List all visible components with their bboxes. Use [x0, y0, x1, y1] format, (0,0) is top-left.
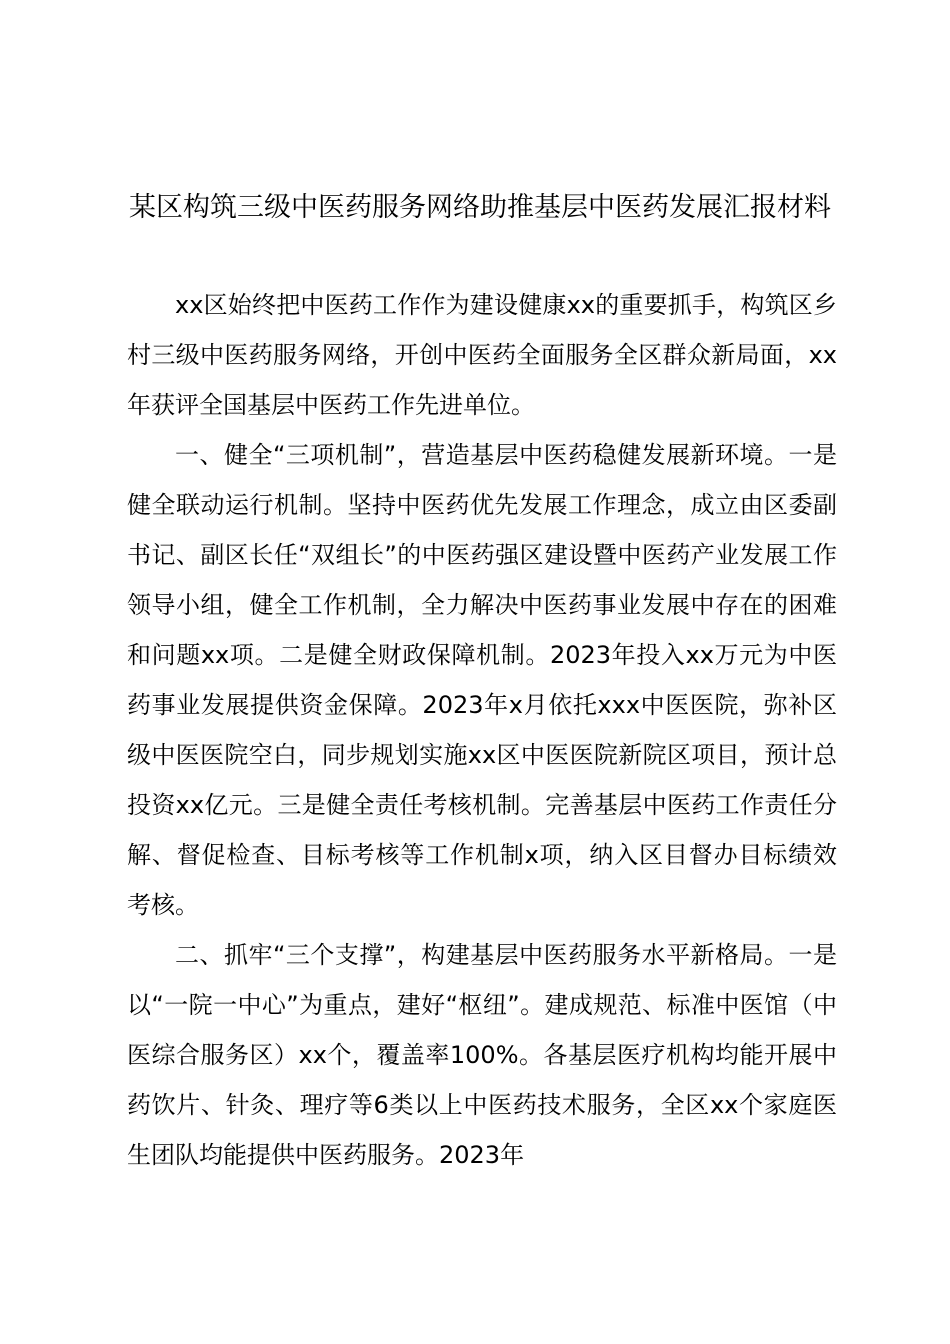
paragraph-section-one: 一、健全“三项机制”，营造基层中医药稳健发展新环境。一是健全联动运行机制。坚持中医药优先发展工作理念，成立由区委副书记、副区长任“双组长”的中医药强区建设暨中医药产业发展工作领导小组，健全工作机制，全力解决中医药事业发展中存在的困难和问题xx项。二是健全财政保障机制。2023年投入xx万元为中医药事业发展提供资金保障。2023年x月依托xxx中医医院，弥补区级中医医院空白，同步规划实施xx区中医医院新院区项目，预计总投资xx亿元。三是健全责任考核机制。完善基层中医药工作责任分解、督促检查、目标考核等工作机制x项，纳入区目督办目标绩效考核。	[127, 441, 837, 919]
paragraph-intro: xx区始终把中医药工作作为建设健康xx的重要抓手，构筑区乡村三级中医药服务网络，开创中医药全面服务全区群众新局面，xx年获评全国基层中医药工作先进单位。	[127, 291, 837, 419]
paragraph-section-two: 二、抓牢“三个支撑”，构建基层中医药服务水平新格局。一是以“一院一中心”为重点，建好“枢纽”。建成规范、标准中医馆（中医综合服务区）xx个，覆盖率100%。各基层医疗机构均能开展中药饮片、针灸、理疗等6类以上中医药技术服务，全区xx个家庭医生团队均能提供中医药服务。2023年	[127, 941, 837, 1169]
document-body	[127, 280, 837, 1180]
document-title: 某区构筑三级中医药服务网络助推基层中医药发展汇报材料	[129, 192, 831, 223]
